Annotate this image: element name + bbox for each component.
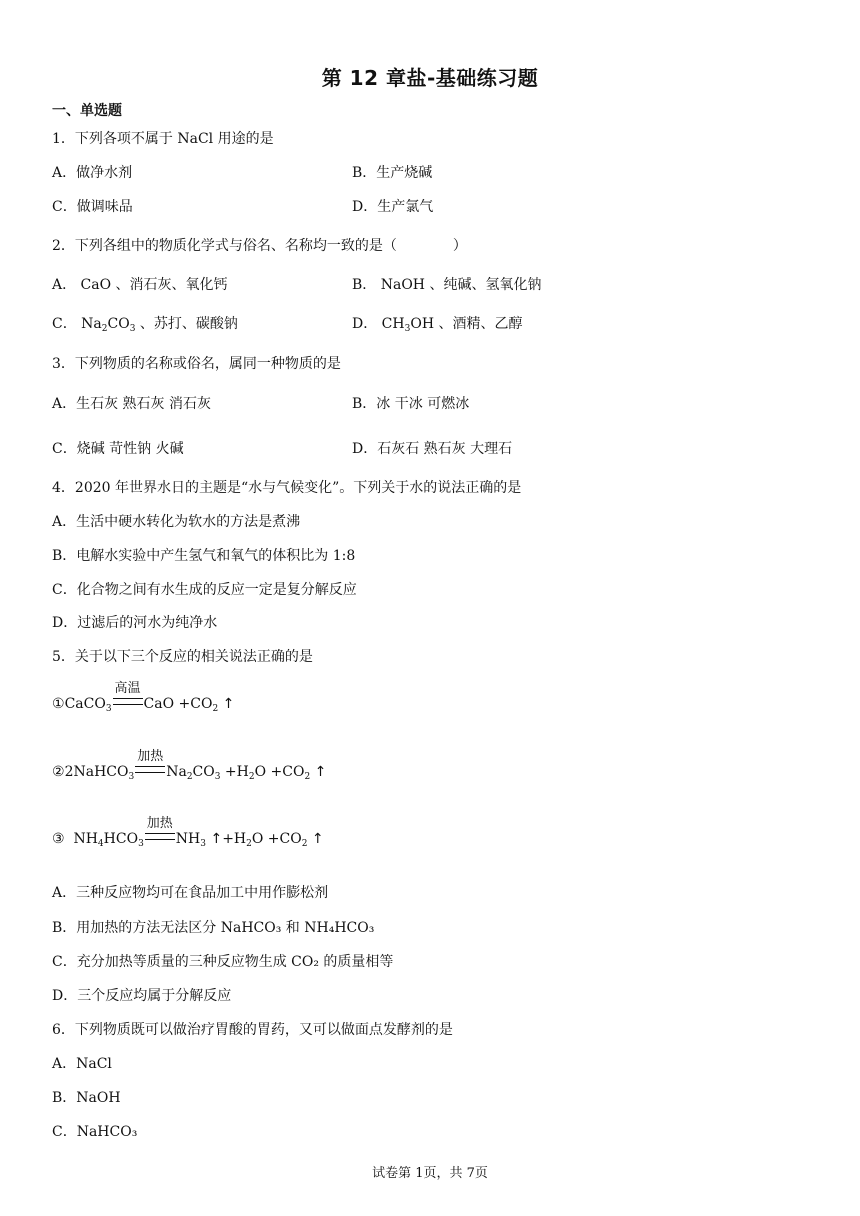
gas-arrow-icon: ↑ — [311, 831, 324, 847]
q2-stem-close: ） — [452, 238, 467, 254]
q5-option-c[interactable]: C．充分加热等质量的三种反应物生成 CO₂ 的质量相等 — [52, 954, 394, 970]
condition-label: 加热 — [137, 749, 164, 764]
q5-option-d[interactable]: D．三个反应均属于分解反应 — [52, 988, 232, 1004]
q4-option-a[interactable]: A．生活中硬水转化为软水的方法是煮沸 — [52, 514, 301, 530]
page-footer: 试卷第 1页，共 7页 — [372, 1166, 488, 1181]
condition-label: 高温 — [114, 681, 141, 696]
q3-option-d[interactable]: D．石灰石 熟石灰 大理石 — [352, 441, 513, 457]
q2-option-c[interactable] — [52, 313, 238, 334]
equation-number: ① — [52, 696, 65, 712]
q2-option-b[interactable]: B． NaOH 、纯碱、氢氧化钠 — [352, 277, 542, 293]
q3-option-b[interactable]: B．冰 干冰 可燃冰 — [352, 396, 470, 412]
q2-c-text: C． Na — [52, 316, 102, 332]
q6-option-c[interactable]: C．NaHCO₃ — [52, 1124, 138, 1140]
gas-arrow-icon: ↑ — [222, 696, 235, 712]
subscript: 3 — [404, 324, 411, 334]
q1-option-c[interactable]: C．做调味品 — [52, 199, 133, 215]
q2-c-text: CO — [107, 316, 130, 332]
question-4-stem: 4．2020 年世界水日的主题是“水与气候变化”。下列关于水的说法正确的是 — [52, 480, 522, 496]
subscript: 2 — [101, 324, 108, 334]
q3-option-a[interactable]: A．生石灰 熟石灰 消石灰 — [52, 396, 212, 412]
gas-arrow-icon: ↑ — [210, 831, 223, 847]
q2-option-a[interactable]: A． CaO 、消石灰、氧化钙 — [52, 277, 228, 293]
reaction-equation-3: ③ $NH_4HCO_3$ 加热 $NH_3$ $↑+H_2O +CO_2$ ↑ — [52, 831, 324, 849]
question-3-stem: 3．下列物质的名称或俗名，属同一种物质的是 — [52, 356, 341, 372]
q2-option-d[interactable] — [352, 313, 522, 334]
q4-option-d[interactable]: D．过滤后的河水为纯净水 — [52, 615, 218, 631]
q5-option-b[interactable]: B．用加热的方法无法区分 NaHCO₃ 和 NH₄HCO₃ — [52, 920, 375, 936]
q4-option-c[interactable]: C．化合物之间有水生成的反应一定是复分解反应 — [52, 582, 357, 598]
condition-label: 加热 — [146, 816, 173, 831]
reaction-condition — [135, 749, 165, 780]
q2-c-text: 、苏打、碳酸钠 — [135, 316, 238, 332]
q2-d-text: OH 、酒精、乙醇 — [410, 316, 523, 332]
q1-option-a[interactable]: A．做净水剂 — [52, 165, 133, 181]
section-heading: 一、单选题 — [52, 103, 122, 119]
question-1-stem: 1．下列各项不属于 NaCl 用途的是 — [52, 131, 274, 147]
subscript: 3 — [129, 324, 136, 334]
reaction-equation-2: ②2NaHCO$_3$ 加热 $Na_2CO_3 +H_2O +CO_2$ ↑ — [52, 764, 326, 782]
reaction-equation-1: ①CaCO$_3$ 高温 CaO $+CO_2$ ↑ — [52, 696, 234, 714]
q3-option-c[interactable]: C．烧碱 苛性钠 火碱 — [52, 441, 184, 457]
gas-arrow-icon: ↑ — [314, 764, 327, 780]
page-title: 第 12 章盐-基础练习题 — [321, 66, 539, 90]
reaction-condition — [145, 816, 175, 847]
q2-d-text: D． CH — [352, 316, 405, 332]
q1-option-b[interactable]: B．生产烧碱 — [352, 165, 433, 181]
q1-option-d[interactable]: D．生产氯气 — [352, 199, 434, 215]
equation-number: ② — [52, 764, 65, 780]
question-2-stem — [52, 235, 467, 255]
q5-option-a[interactable]: A．三种反应物均可在食品加工中用作膨松剂 — [52, 885, 329, 901]
q6-option-a[interactable]: A．NaCl — [52, 1056, 112, 1072]
q2-stem-text: 2．下列各组中的物质化学式与俗名、名称均一致的是（ — [52, 238, 397, 254]
q6-option-b[interactable]: B．NaOH — [52, 1090, 121, 1106]
q4-option-b[interactable]: B．电解水实验中产生氢气和氧气的体积比为 1:8 — [52, 548, 356, 564]
question-5-stem: 5．关于以下三个反应的相关说法正确的是 — [52, 649, 313, 665]
equation-number: ③ — [52, 831, 65, 847]
reaction-condition — [113, 681, 143, 712]
question-6-stem: 6．下列物质既可以做治疗胃酸的胃药，又可以做面点发酵剂的是 — [52, 1022, 453, 1038]
